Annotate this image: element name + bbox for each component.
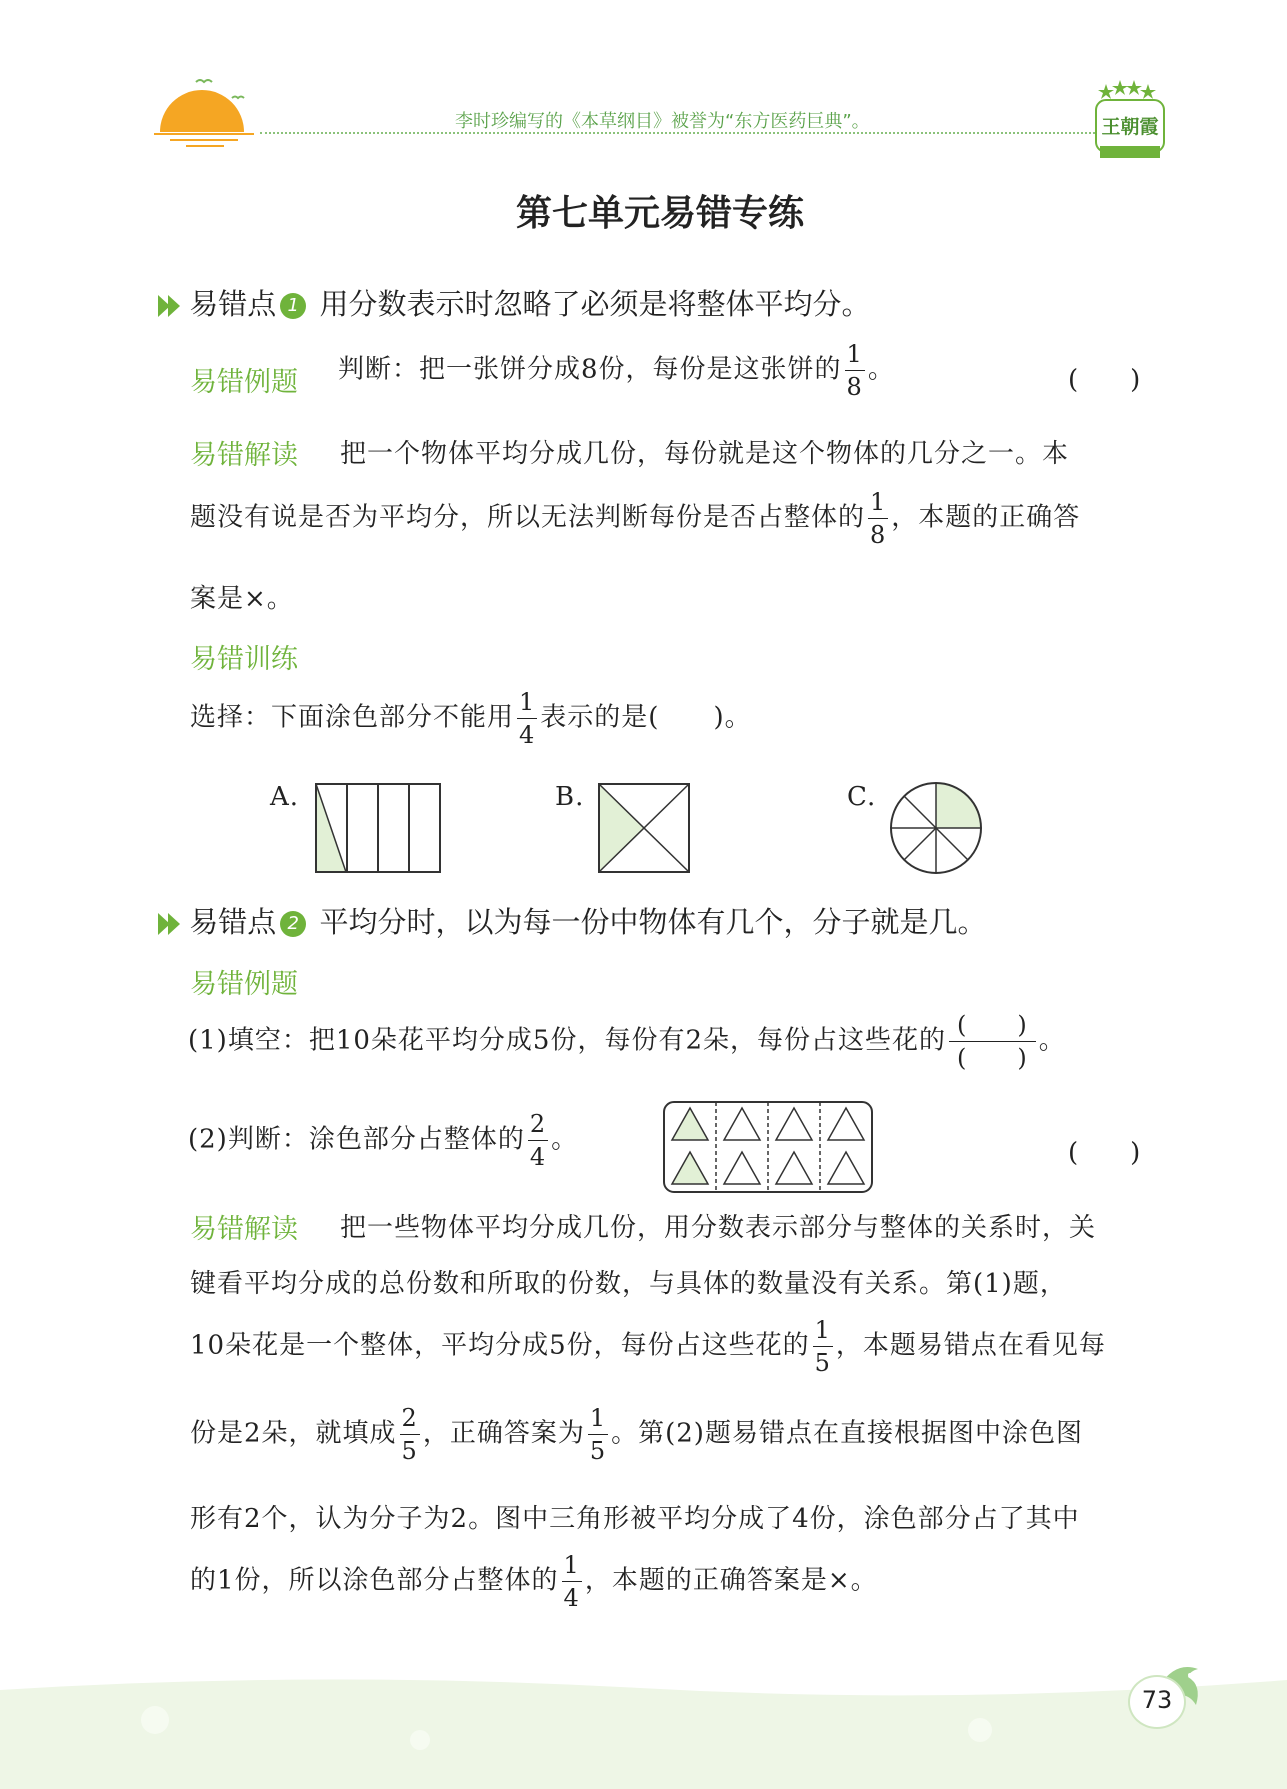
option-c-figure[interactable] <box>888 780 984 876</box>
point1-explain-line2: 题没有说是否为平均分，所以无法判断每份是否占整体的 $\frac{1}{8}$ ，本题的正确答 <box>190 488 1081 549</box>
point2-explain-line4: 份是2朵，就填成 $\frac{2}{5}$ ，正确答案为 $\frac{1}{5}$ 。第(2)题易错点在直接根据图中涂色图 <box>190 1404 1083 1465</box>
point2-q2: (2)判断：涂色部分占整体的 $\frac{2}{4}$ 。 <box>188 1110 579 1171</box>
point2-q1: (1)填空：把10朵花平均分成5份，每份有2朵，每份占这些花的 $\frac{( )}{( )}$ 。 <box>188 1011 1066 1072</box>
point2-explain-label: 易错解读 <box>190 1214 298 1245</box>
point2-answer-paren[interactable]: ( ) <box>1068 1138 1141 1168</box>
sun-decoration <box>150 70 260 150</box>
point2-explain-line1: 把一些物体平均分成几份，用分数表示部分与整体的关系时，关 <box>340 1213 1097 1243</box>
point2-prefix: 易错点 <box>189 905 277 939</box>
page-number: 73 <box>1141 1686 1173 1714</box>
arrow-icon <box>168 913 180 935</box>
point1-example-label: 易错例题 <box>190 367 298 398</box>
option-a-figure[interactable] <box>314 782 442 874</box>
point1-explain-line3: 案是×。 <box>190 584 294 614</box>
point2-heading <box>158 900 986 941</box>
point2-example-label: 易错例题 <box>190 969 298 1000</box>
point2-explain-line5: 形有2个，认为分子为2。图中三角形被平均分成了4份，涂色部分占了其中 <box>190 1504 1080 1534</box>
footer-wave <box>0 1660 1287 1789</box>
point1-prefix: 易错点 <box>189 287 277 321</box>
triangle-grid-figure <box>662 1100 874 1194</box>
fraction: $\frac{1}{4}$ <box>519 688 536 749</box>
arrow-icon <box>168 295 180 317</box>
point1-explain-line1: 把一个物体平均分成几份，每份就是这个物体的几分之一。本 <box>340 439 1070 469</box>
brand-logo <box>1090 78 1170 164</box>
option-c-label[interactable]: C. <box>847 782 877 812</box>
fraction: $\frac{1}{5}$ <box>589 1404 607 1465</box>
point2-explain-line2: 键看平均分成的总份数和所取的份数，与具体的数量没有关系。第(1)题， <box>190 1269 1067 1299</box>
point1-train-label: 易错训练 <box>190 644 298 675</box>
option-b-label[interactable]: B. <box>555 782 585 812</box>
point1-number: 1 <box>280 293 306 319</box>
point1-example-text: 判断：把一张饼分成8份，每份是这张饼的 <box>338 354 842 385</box>
fraction: $\frac{1}{5}$ <box>814 1316 831 1377</box>
point2-explain-line6: 的1份，所以涂色部分占整体的 $\frac{1}{4}$ ，本题的正确答案是×。 <box>190 1551 878 1612</box>
fraction: $\frac{2}{5}$ <box>401 1404 418 1465</box>
point1-explain-label: 易错解读 <box>190 440 298 471</box>
point2-title: 平均分时，以为每一份中物体有几个，分子就是几。 <box>319 905 987 939</box>
point1-train-question: 选择：下面涂色部分不能用 $\frac{1}{4}$ 表示的是( )。 <box>190 688 752 749</box>
fraction: $\frac{1}{8}$ <box>846 340 863 401</box>
brand-logo-text: 王朝霞 <box>1101 116 1159 138</box>
fraction: $\frac{1}{4}$ <box>563 1551 580 1612</box>
point2-number: 2 <box>280 911 306 937</box>
point1-heading <box>158 282 870 323</box>
answer-fraction[interactable]: $\frac{( )}{( )}$ <box>949 1013 1036 1070</box>
point1-answer-paren[interactable]: ( ) <box>1068 365 1141 395</box>
fraction: $\frac{2}{4}$ <box>529 1110 547 1171</box>
fraction: $\frac{1}{8}$ <box>870 488 887 549</box>
point1-example: 判断：把一张饼分成8份，每份是这张饼的 $\frac{1}{8}$ 。 <box>338 340 895 401</box>
header-quote: 李时珍编写的《本草纲目》被誉为“东方医药巨典”。 <box>455 111 870 132</box>
option-b-figure[interactable] <box>597 782 691 874</box>
point1-title: 用分数表示时忽略了必须是将整体平均分。 <box>319 287 871 321</box>
option-a-label[interactable]: A. <box>270 782 300 812</box>
page-title: 第七单元易错专练 <box>515 193 804 234</box>
point2-explain-line3: 10朵花是一个整体，平均分成5份，每份占这些花的 $\frac{1}{5}$ ，本题易错点在看见每 <box>190 1316 1106 1377</box>
